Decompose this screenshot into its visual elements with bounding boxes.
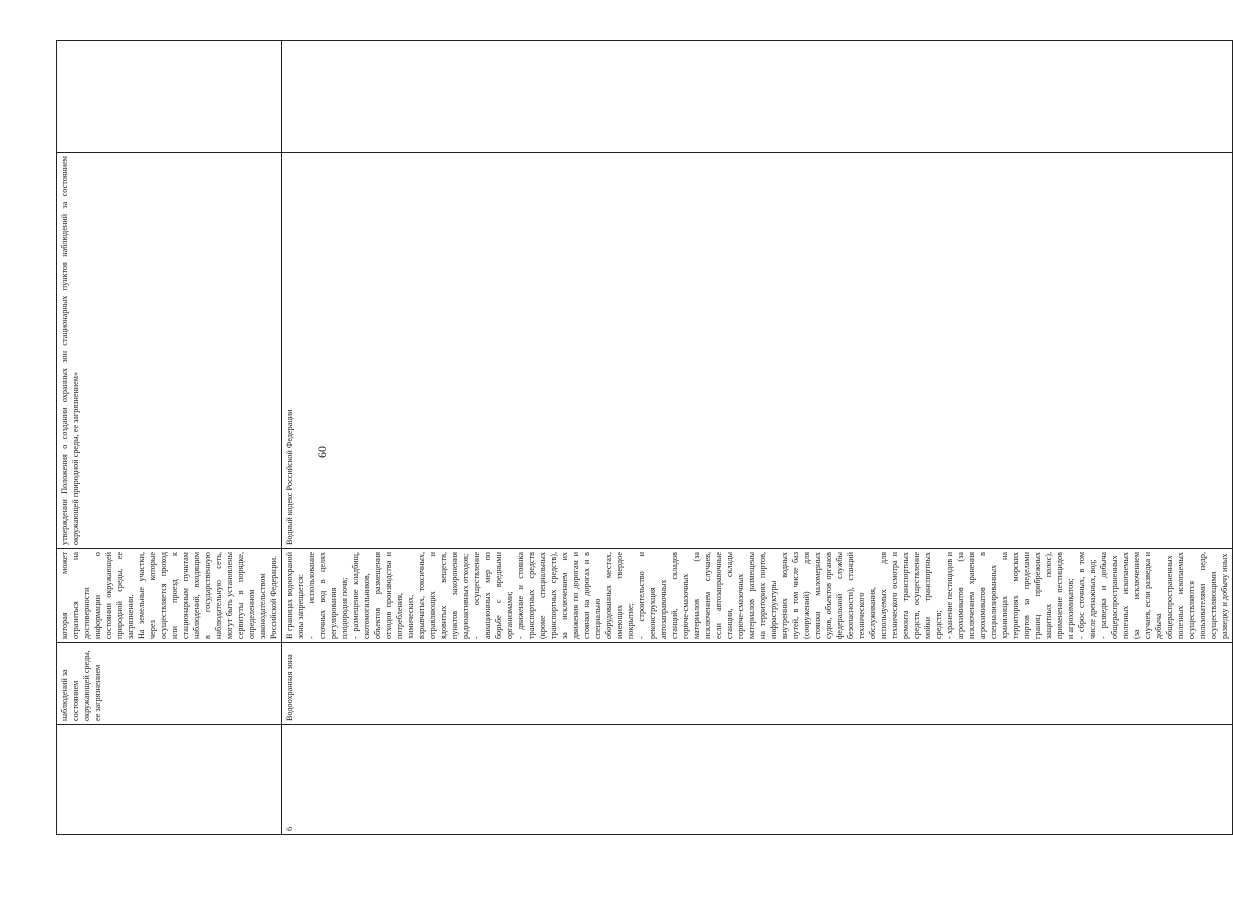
page-number: 60 <box>315 446 329 458</box>
empty-cell <box>282 41 1233 153</box>
row-number-cell <box>57 725 282 835</box>
table-row <box>282 41 1233 835</box>
restriction-line: В границах водоохраной зоны запрещается: <box>285 552 305 639</box>
restriction-line: - размещение кладбищ, скотомогильников, объектов размещения отходов производства и потребления, химических, взрывчатых, токсичных, отравляющих и ядовитых веществ, пунктов захоронения радиоактивных отходов; <box>351 552 470 639</box>
restriction-line: - использование сточных вод в целях регулирования плодородия почв; <box>307 552 349 639</box>
restriction-line: - осуществление авиационных мер по борьбе с вредными организмами; <box>472 552 514 639</box>
restriction-line: На земельные участки, через которые осуществляется проход или проезд к стационарным пунктам наблюдений, входящим в государственную наблюдательную сеть, могут быть установлены сервитуты в порядке, определенном законодательством Российской Федерации. <box>137 552 278 639</box>
row-number-cell: 6 <box>282 725 1233 835</box>
empty-cell <box>57 41 282 153</box>
zones-table <box>56 40 1233 835</box>
legal-basis-cell: Водный кодекс Российской Федерации <box>282 153 1233 549</box>
restriction-line: - сброс сточных, в том числе дренажных, вод; <box>1077 552 1097 639</box>
restrictions-cell <box>57 549 282 643</box>
restriction-line: - строительство и реконструкция автозаправочных станций, складов горюче-смазочных материалов (за исключением случаев, если автозаправочные станции, склады горюче-смазочных материалов размещены на территориях портов, инфраструктуры внутренних водных путей, в том числе баз (сооружений) для стоянки маломерных судов, объектов органов федеральной службы безопасности), станций технического обслуживания, используемых для технического осмотра и ремонта транспортных средств, осуществление мойки транспортных средств; <box>637 552 943 639</box>
table-row <box>57 41 282 835</box>
restriction-line: - разведка и добыча общераспространенных полезных ископаемых (за исключением случаев, если разведка и добыча общераспространенных полезных ископаемых осуществляются пользователями недр, осуществляющими разведку и добычу иных <box>1099 552 1229 639</box>
rotated-table-wrapper <box>56 41 1229 835</box>
zone-name-cell: Водоохранная зона <box>282 643 1233 725</box>
legal-basis-cell: утверждении Положения о создании охранных зон стационарных пунктов наблюдений за состоянием окружающей природной среды, ее загрязнением» <box>57 153 282 549</box>
restriction-line: - движение и стоянка транспортных средств (кроме специальных транспортных средств), за исключением их движения по дорогам и стоянки на дорогах и в специально оборудованных местах, имеющих твердое покрытие; <box>516 552 635 639</box>
restriction-line: - хранение пестицидов и агрохимикатов (за исключением хранения агрохимикатов в специализированных хранилищах на территориях морских портов за пределами границ прибрежных защитных полос), применение пестицидов и агрохимикатов; <box>945 552 1075 639</box>
restriction-line: которая может отразиться на достоверности информации о состоянии окружающей природной среды, ее загрязнении. <box>60 552 135 639</box>
restrictions-cell <box>282 549 1233 643</box>
zone-name-cell: наблюдений за состоянием окружающей среды, ее загрязнением <box>57 643 282 725</box>
